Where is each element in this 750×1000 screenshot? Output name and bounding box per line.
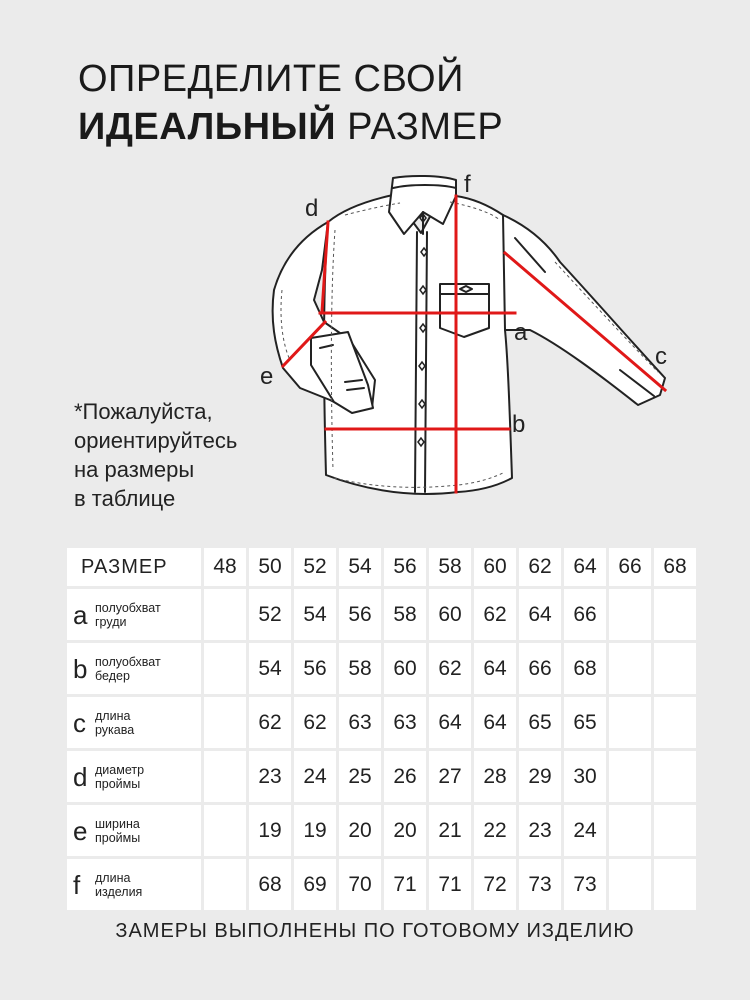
- size-header-cell: 58: [429, 548, 471, 586]
- size-header-cell: 66: [609, 548, 651, 586]
- size-header-cell: 60: [474, 548, 516, 586]
- measurement-value: 56: [339, 589, 381, 640]
- measurement-name-line: длина: [95, 870, 131, 885]
- measurement-name-line: проймы: [95, 776, 141, 791]
- measurement-label: [67, 589, 201, 640]
- size-header-cell: 50: [249, 548, 291, 586]
- measurement-name: [95, 655, 161, 683]
- measurement-value: 62: [429, 643, 471, 694]
- measurement-row: [67, 859, 696, 910]
- measurement-value: 54: [294, 589, 336, 640]
- measurement-letter: f: [73, 869, 81, 900]
- footer-note: ЗАМЕРЫ ВЫПОЛНЕНЫ ПО ГОТОВОМУ ИЗДЕЛИЮ: [115, 920, 635, 942]
- size-table-body: [67, 548, 696, 910]
- size-header-cell: 56: [384, 548, 426, 586]
- measurement-value: 54: [249, 643, 291, 694]
- size-header-label: РАЗМЕР: [67, 548, 201, 586]
- measurement-name-line: изделия: [95, 884, 143, 899]
- measurement-value: [609, 805, 651, 856]
- measurement-value: [654, 697, 696, 748]
- measurement-value: 21: [429, 805, 471, 856]
- title-line-1: ОПРЕДЕЛИТЕ СВОЙ: [78, 58, 464, 100]
- measurement-value: [654, 589, 696, 640]
- measurement-letter: b: [73, 653, 88, 684]
- measurement-value: 26: [384, 751, 426, 802]
- measurement-value: 28: [474, 751, 516, 802]
- measurement-value: [609, 643, 651, 694]
- measurement-value: 64: [474, 643, 516, 694]
- measurement-value: 58: [384, 589, 426, 640]
- measurement-row: [67, 589, 696, 640]
- measurement-name: [95, 709, 134, 737]
- measurement-name-line: полуобхват: [95, 600, 161, 615]
- size-table: [64, 545, 699, 913]
- measurement-value: 19: [294, 805, 336, 856]
- size-header-cell: 62: [519, 548, 561, 586]
- measurement-value: 72: [474, 859, 516, 910]
- measurement-label: [67, 697, 201, 748]
- measurement-value: 68: [564, 643, 606, 694]
- measurement-row: [67, 805, 696, 856]
- measurement-value: 71: [384, 859, 426, 910]
- measurement-name-line: груди: [95, 614, 127, 629]
- measurement-value: [204, 751, 246, 802]
- measurement-value: 64: [474, 697, 516, 748]
- measurement-letter: c: [73, 707, 86, 738]
- title-bold-word: ИДЕАЛЬНЫЙ: [78, 106, 337, 148]
- measurement-value: 65: [519, 697, 561, 748]
- measurement-label: [67, 805, 201, 856]
- measurement-value: 60: [429, 589, 471, 640]
- measurement-value: [654, 751, 696, 802]
- measurement-value: 60: [384, 643, 426, 694]
- measurement-value: [204, 805, 246, 856]
- measurement-value: 65: [564, 697, 606, 748]
- measurement-value: 70: [339, 859, 381, 910]
- measurement-value: [609, 859, 651, 910]
- measurement-value: [654, 859, 696, 910]
- measurement-name-line: ширина: [95, 816, 140, 831]
- measurement-value: 62: [474, 589, 516, 640]
- measurement-row: [67, 643, 696, 694]
- measurement-value: [204, 589, 246, 640]
- size-header-cell: 64: [564, 548, 606, 586]
- size-header-cell: 48: [204, 548, 246, 586]
- measurement-value: 62: [294, 697, 336, 748]
- measurement-value: 64: [519, 589, 561, 640]
- measurement-label: [67, 643, 201, 694]
- label-b: b: [512, 411, 526, 438]
- note-line: *Пожалуйста,: [74, 399, 213, 424]
- measurement-value: [204, 697, 246, 748]
- measurement-value: [654, 643, 696, 694]
- size-header-cell: 52: [294, 548, 336, 586]
- measurement-value: [204, 643, 246, 694]
- measurement-name-line: диаметр: [95, 762, 145, 777]
- measurement-name-line: длина: [95, 708, 131, 723]
- measurement-value: 52: [249, 589, 291, 640]
- measurement-value: [204, 859, 246, 910]
- measurement-value: 27: [429, 751, 471, 802]
- note-line: на размеры: [74, 457, 195, 482]
- note-line: ориентируйтесь: [74, 428, 238, 453]
- measurement-value: 71: [429, 859, 471, 910]
- measurement-letter: d: [73, 761, 88, 792]
- measurement-value: [609, 589, 651, 640]
- measurement-value: 56: [294, 643, 336, 694]
- title-rest-word: РАЗМЕР: [347, 106, 504, 148]
- measurement-name-line: бедер: [95, 668, 130, 683]
- measurement-name: [95, 601, 161, 629]
- measurement-value: 23: [519, 805, 561, 856]
- measurement-name: [95, 871, 142, 899]
- measurement-value: 20: [339, 805, 381, 856]
- measurement-value: 64: [429, 697, 471, 748]
- measurement-value: 22: [474, 805, 516, 856]
- measurement-value: 73: [564, 859, 606, 910]
- measurement-letter: a: [73, 599, 88, 630]
- measurement-value: 66: [519, 643, 561, 694]
- label-d: d: [305, 195, 319, 222]
- measurement-value: 68: [249, 859, 291, 910]
- size-header-cell: 54: [339, 548, 381, 586]
- measurement-name-line: проймы: [95, 830, 141, 845]
- measurement-label: [67, 859, 201, 910]
- note-text: [74, 397, 237, 513]
- measurement-value: 62: [249, 697, 291, 748]
- label-e: e: [260, 363, 274, 390]
- measurement-name-line: рукава: [95, 722, 135, 737]
- measurement-row: [67, 751, 696, 802]
- measurement-name: [95, 763, 144, 791]
- measurement-value: 63: [384, 697, 426, 748]
- label-a: a: [514, 319, 528, 346]
- measurement-value: 24: [564, 805, 606, 856]
- measurement-value: 29: [519, 751, 561, 802]
- measurement-value: 19: [249, 805, 291, 856]
- measurement-value: 24: [294, 751, 336, 802]
- label-f: f: [464, 171, 471, 198]
- measurement-value: [609, 751, 651, 802]
- shirt-outline: [273, 176, 665, 494]
- measurement-value: 63: [339, 697, 381, 748]
- measurement-row: [67, 697, 696, 748]
- measurement-value: 25: [339, 751, 381, 802]
- measurement-value: 58: [339, 643, 381, 694]
- measurement-value: 20: [384, 805, 426, 856]
- measurement-value: 66: [564, 589, 606, 640]
- measurement-name: [95, 817, 140, 845]
- measurement-value: 69: [294, 859, 336, 910]
- measurement-value: 30: [564, 751, 606, 802]
- measurement-value: 23: [249, 751, 291, 802]
- note-line: в таблице: [74, 486, 176, 511]
- size-header-cell: 68: [654, 548, 696, 586]
- measurement-label: [67, 751, 201, 802]
- measurement-value: [654, 805, 696, 856]
- size-header-row: [67, 548, 696, 586]
- measurement-value: 73: [519, 859, 561, 910]
- measurement-value: [609, 697, 651, 748]
- measurement-letter: e: [73, 815, 88, 846]
- label-c: c: [655, 343, 667, 370]
- measurement-name-line: полуобхват: [95, 654, 161, 669]
